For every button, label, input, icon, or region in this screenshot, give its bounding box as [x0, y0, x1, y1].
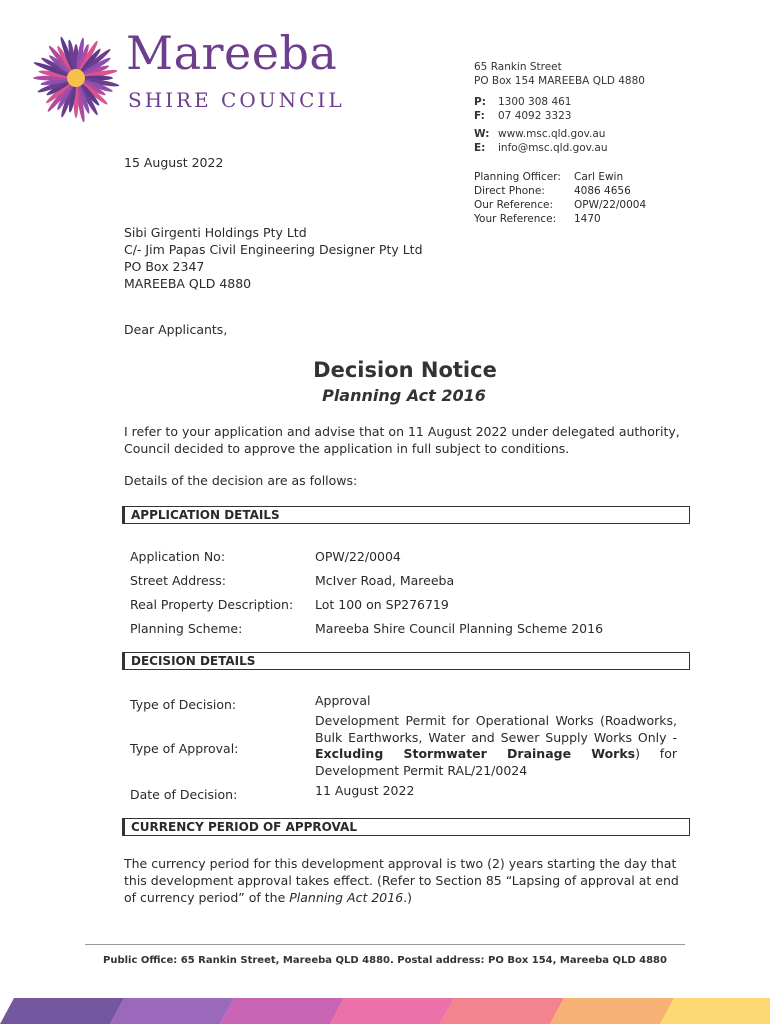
flower-icon [28, 30, 124, 125]
decision-type-label: Type of Decision: [130, 697, 237, 712]
footer-address: Public Office: 65 Rankin Street, Mareeba QLD 4880. Postal address: PO Box 154, Mareeba QLD 4880 [103, 955, 667, 966]
page-title: Decision Notice [313, 358, 497, 382]
decision-type-value: Approval [315, 693, 371, 708]
currency-paragraph: The currency period for this development approval is two (2) years starting the day that this development approval takes effect. (Refer to Section 85 “Lapsing of approval at end of currency period” of the Planning Act 2016.) [124, 856, 679, 905]
web-label: W: [474, 128, 490, 140]
contact-phones [474, 95, 571, 123]
section-currency-period: CURRENCY PERIOD OF APPROVAL [122, 818, 690, 836]
fax-value: 07 4092 3323 [498, 110, 572, 122]
stripe-segment [110, 998, 234, 1024]
logo-name-bottom: SHIRE COUNCIL [128, 88, 345, 112]
app-no-label: Application No: [130, 549, 226, 564]
footer-divider [85, 944, 685, 945]
phone-label: P: [474, 96, 486, 108]
details-intro: Details of the decision are as follows: [124, 473, 358, 488]
recipient-line: PO Box 2347 [124, 259, 205, 274]
stripe-segment [330, 998, 454, 1024]
stripe-segment [440, 998, 564, 1024]
decision-date-label: Date of Decision: [130, 787, 238, 802]
scheme-label: Planning Scheme: [130, 621, 243, 636]
ref-row: Your Reference: 1470 [474, 213, 601, 225]
email-label: E: [474, 142, 486, 154]
council-logo [28, 26, 348, 125]
recipient-line: MAREEBA QLD 4880 [124, 276, 252, 291]
section-application-details: APPLICATION DETAILS [122, 506, 690, 524]
contact-po: PO Box 154 MAREEBA QLD 4880 [474, 75, 645, 87]
reference-block [474, 170, 646, 226]
property-value: Lot 100 on SP276719 [315, 597, 449, 612]
recipient-line: C/- Jim Papas Civil Engineering Designer Pty Ltd [124, 242, 423, 257]
page-subtitle: Planning Act 2016 [322, 386, 486, 405]
contact-street: 65 Rankin Street [474, 61, 562, 73]
ref-row: Our Reference: OPW/22/0004 [474, 199, 647, 211]
salutation: Dear Applicants, [124, 322, 228, 337]
ref-row: Direct Phone: 4086 4656 [474, 185, 631, 197]
email-link[interactable]: info@msc.qld.gov.au [498, 142, 608, 154]
phone-value: 1300 308 461 [498, 96, 572, 108]
letter-date: 15 August 2022 [124, 155, 224, 170]
ref-row: Planning Officer: Carl Ewin [474, 171, 624, 183]
app-no-value: OPW/22/0004 [315, 549, 401, 564]
web-link[interactable]: www.msc.qld.gov.au [498, 128, 606, 140]
street-address-label: Street Address: [130, 573, 226, 588]
stripe-segment [660, 998, 770, 1024]
property-label: Real Property Description: [130, 597, 294, 612]
stripe-segment [0, 998, 124, 1024]
fax-label: F: [474, 110, 485, 122]
approval-type-label: Type of Approval: [130, 741, 239, 756]
recipient-line: Sibi Girgenti Holdings Pty Ltd [124, 225, 307, 240]
decorative-color-stripe [0, 998, 770, 1024]
section-decision-details: DECISION DETAILS [122, 652, 690, 670]
contact-address [474, 60, 645, 88]
contact-web [474, 127, 608, 155]
stripe-segment [220, 998, 344, 1024]
approval-type-value: Development Permit for Operational Works (Roadworks, Bulk Earthworks, Water and Sewer Supply Works Only - Excluding Stormwater Drainage Works) for Development Permit RAL/21/0024 [315, 713, 677, 778]
stripe-segment [550, 998, 674, 1024]
scheme-value: Mareeba Shire Council Planning Scheme 2016 [315, 621, 604, 636]
logo-name-top: Mareeba [126, 26, 338, 80]
recipient-address [124, 224, 423, 292]
intro-paragraph: I refer to your application and advise that on 11 August 2022 under delegated authority, Council decided to approve the application in full subject to conditions. [124, 424, 680, 456]
street-address-value: McIver Road, Mareeba [315, 573, 455, 588]
decision-date-value: 11 August 2022 [315, 783, 415, 798]
